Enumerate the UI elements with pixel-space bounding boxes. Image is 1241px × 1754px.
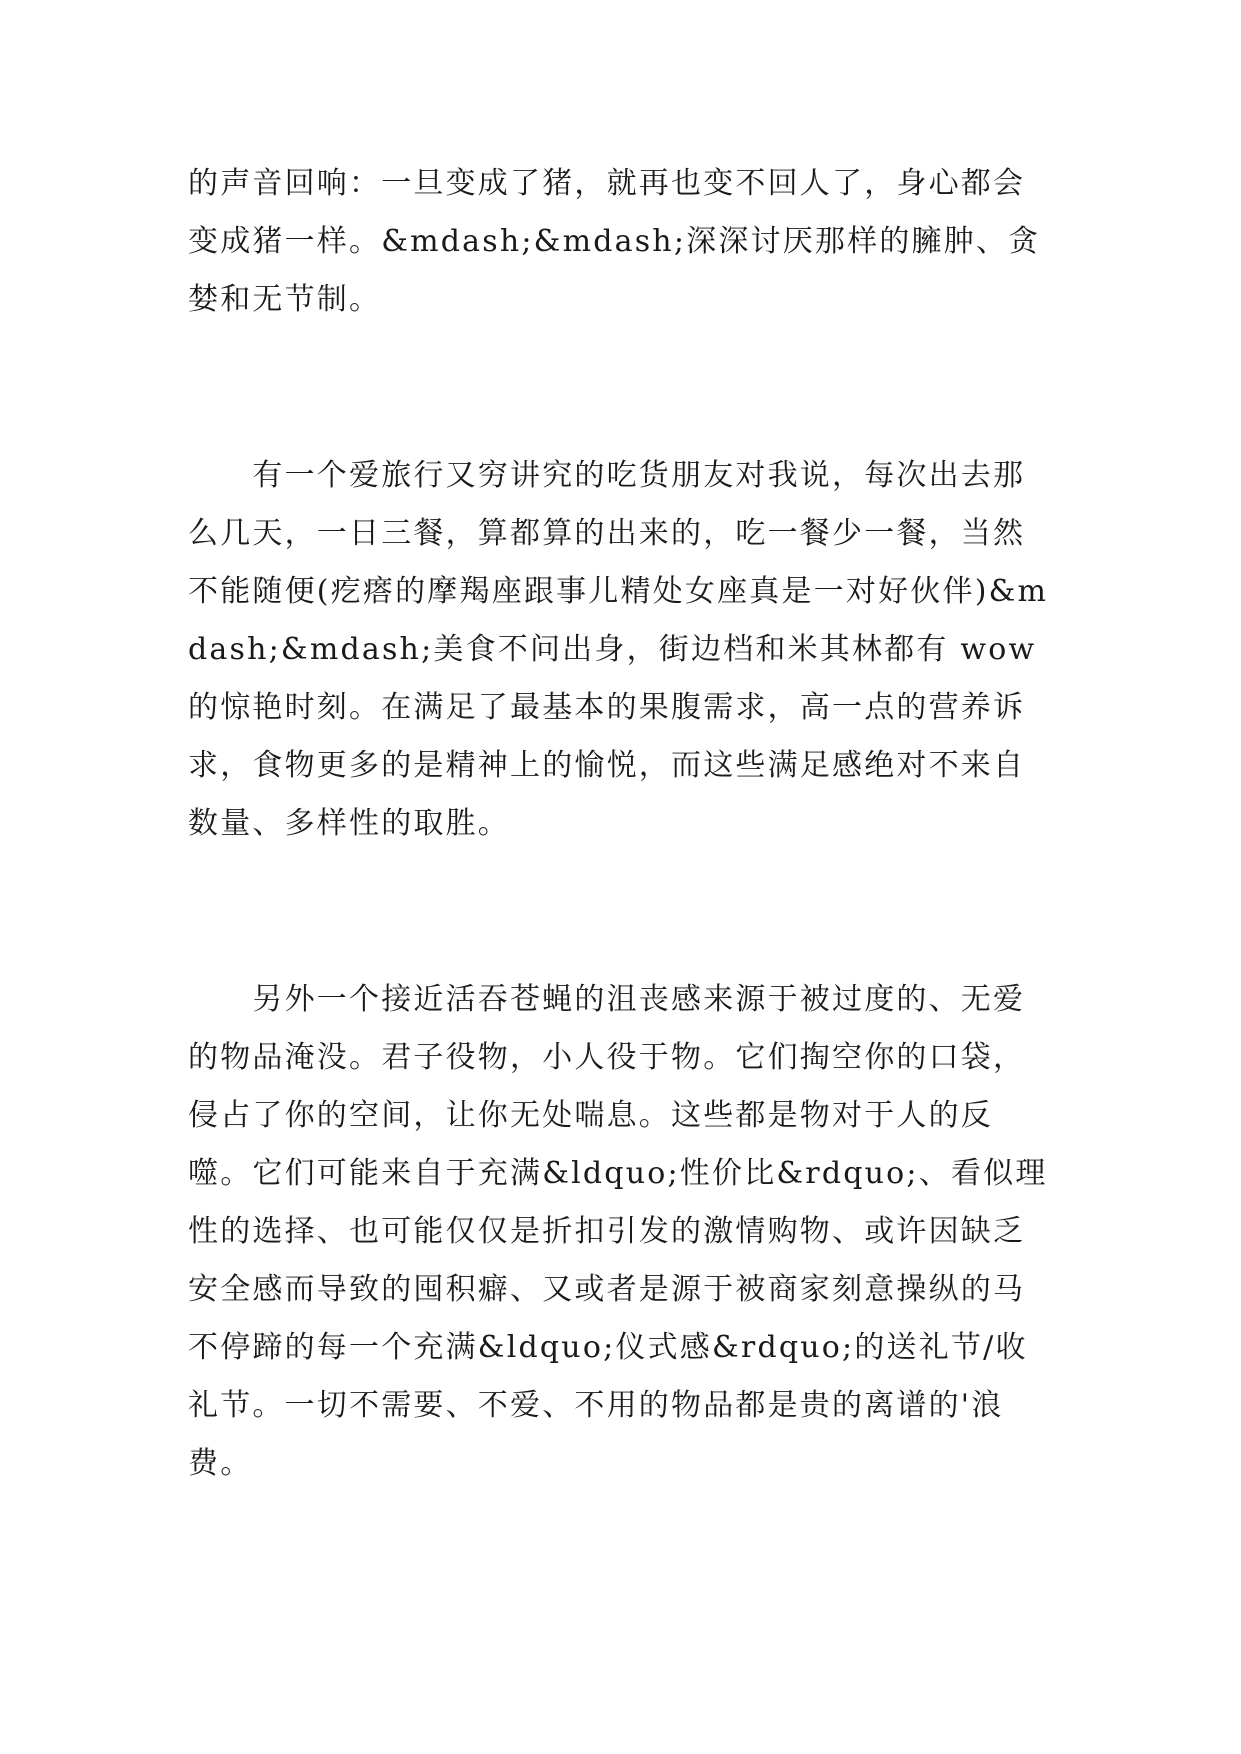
paragraph-1: 的声音回响：一旦变成了猪，就再也变不回人了，身心都会变成猪一样。&mdash;&mdash;深深讨厌那样的臃肿、贪婪和无节制。 (188, 166, 1041, 317)
paragraph-2: 有一个爱旅行又穷讲究的吃货朋友对我说，每次出去那么几天，一日三餐，算都算的出来的，吃一餐少一餐，当然不能随便(疙瘩的摩羯座跟事儿精处女座真是一对好伙伴)&mdash;&mdash;美食不问出身，街边档和米其林都有 wow 的惊艳时刻。在满足了最基本的果腹需求，高一点的营养诉求，食物更多的是精神上的愉悦，而这些满足感绝对不来自数量、多样性的取胜。 (188, 458, 1049, 841)
paragraph-3: 另外一个接近活吞苍蝇的沮丧感来源于被过度的、无爱的物品淹没。君子役物，小人役于物。它们掏空你的口袋，侵占了你的空间，让你无处喘息。这些都是物对于人的反噬。它们可能来自于充满&ldquo;性价比&rdquo;、看似理性的选择、也可能仅仅是折扣引发的激情购物、或许因缺乏安全感而导致的囤积癖、又或者是源于被商家刻意操纵的马不停蹄的每一个充满&ldquo;仪式感&rdquo;的送礼节/收礼节。一切不需要、不爱、不用的物品都是贵的离谱的'浪费。 (188, 982, 1048, 1481)
